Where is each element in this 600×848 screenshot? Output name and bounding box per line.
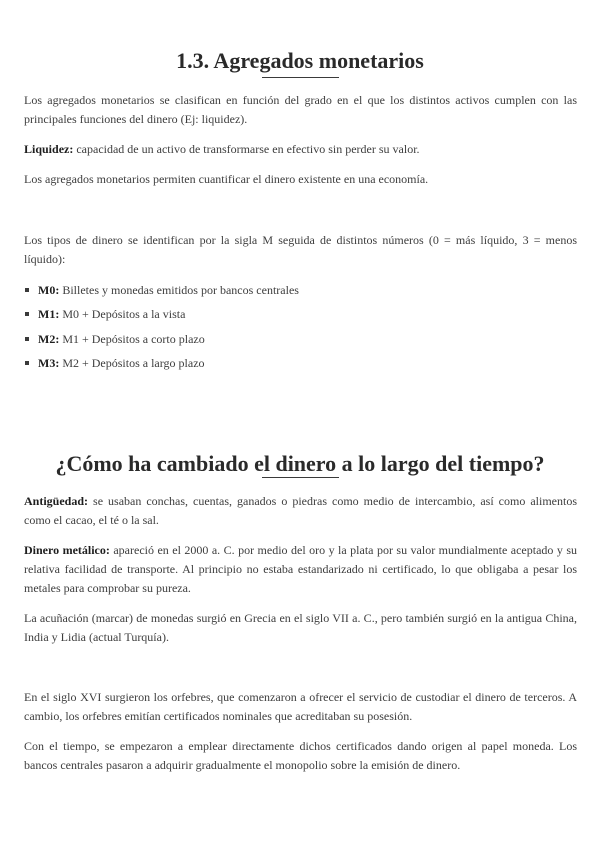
section-title-agregados: 1.3. Agregados monetarios xyxy=(176,48,424,73)
term-antiguedad: Antigüedad: xyxy=(24,494,89,508)
paragraph-papel-moneda: Con el tiempo, se empezaron a emplear directamente dichos certificados dando origen al papel moneda. Los bancos centrales pasaron a adquirir gradualmente el monopolio sobre la emisión de dinero. xyxy=(24,739,577,772)
list-term: M1: xyxy=(38,307,60,322)
term-liquidez: Liquidez: xyxy=(24,142,74,156)
paragraph-intro: Los agregados monetarios se clasifican en función del grado en el que los distintos activos cumplen con las principales funciones del dinero (Ej: liquidez). xyxy=(24,93,577,126)
money-types-list xyxy=(24,281,577,378)
list-text: M2 + Depósitos a largo plazo xyxy=(59,355,205,370)
paragraph-liquidez xyxy=(24,140,577,159)
list-item-m0 xyxy=(24,281,577,300)
paragraph-cuantificar: Los agregados monetarios permiten cuantificar el dinero existente en una economía. xyxy=(24,172,429,186)
term-dinero-metalico: Dinero metálico: xyxy=(24,543,110,557)
text-dinero-metalico: apareció en el 2000 a. C. por medio del oro y la plata por su valor mundialmente aceptado y su relativa facilidad de transporte. Al principio no estaba estandarizado ni certificado, lo que obligaba a pesar los metales para comprobar su pureza. xyxy=(24,543,578,595)
list-item-m2 xyxy=(24,330,577,349)
list-text: M1 + Depósitos a corto plazo xyxy=(59,331,205,346)
paragraph-orfebres: En el siglo XVI surgieron los orfebres, que comenzaron a ofrecer el servicio de custodiar el dinero de terceros. A cambio, los orfebres emitían certificados nominales que acreditaban su posesión. xyxy=(24,690,577,723)
paragraph-tipos: Los tipos de dinero se identifican por la sigla M seguida de distintos números (0 = más líquido, 3 = menos líquido): xyxy=(24,233,577,266)
paragraph-acunacion: La acuñación (marcar) de monedas surgió en Grecia en el siglo VII a. C., pero también surgió en la antigua China, India y Lidia (actual Turquía). xyxy=(24,611,577,644)
paragraph-dinero-metalico xyxy=(24,541,577,598)
title-underline xyxy=(262,477,339,478)
definition-liquidez: capacidad de un activo de transformarse en efectivo sin perder su valor. xyxy=(73,142,420,156)
list-text: M0 + Depósitos a la vista xyxy=(59,307,186,322)
list-term: M2: xyxy=(38,331,60,346)
list-item-m3 xyxy=(24,354,577,373)
text-antiguedad: se usaban conchas, cuentas, ganados o piedras como medio de intercambio, así como alimentos como el cacao, el té o la sal. xyxy=(24,494,577,527)
section-title-historia: ¿Cómo ha cambiado el dinero a lo largo del tiempo? xyxy=(55,451,545,476)
list-term: M3: xyxy=(38,355,60,370)
list-item-m1 xyxy=(24,305,577,324)
paragraph-antiguedad xyxy=(24,492,577,530)
list-term: M0: xyxy=(38,283,60,297)
list-text: Billetes y monedas emitidos por bancos centrales xyxy=(59,283,299,297)
title-underline xyxy=(262,77,339,78)
